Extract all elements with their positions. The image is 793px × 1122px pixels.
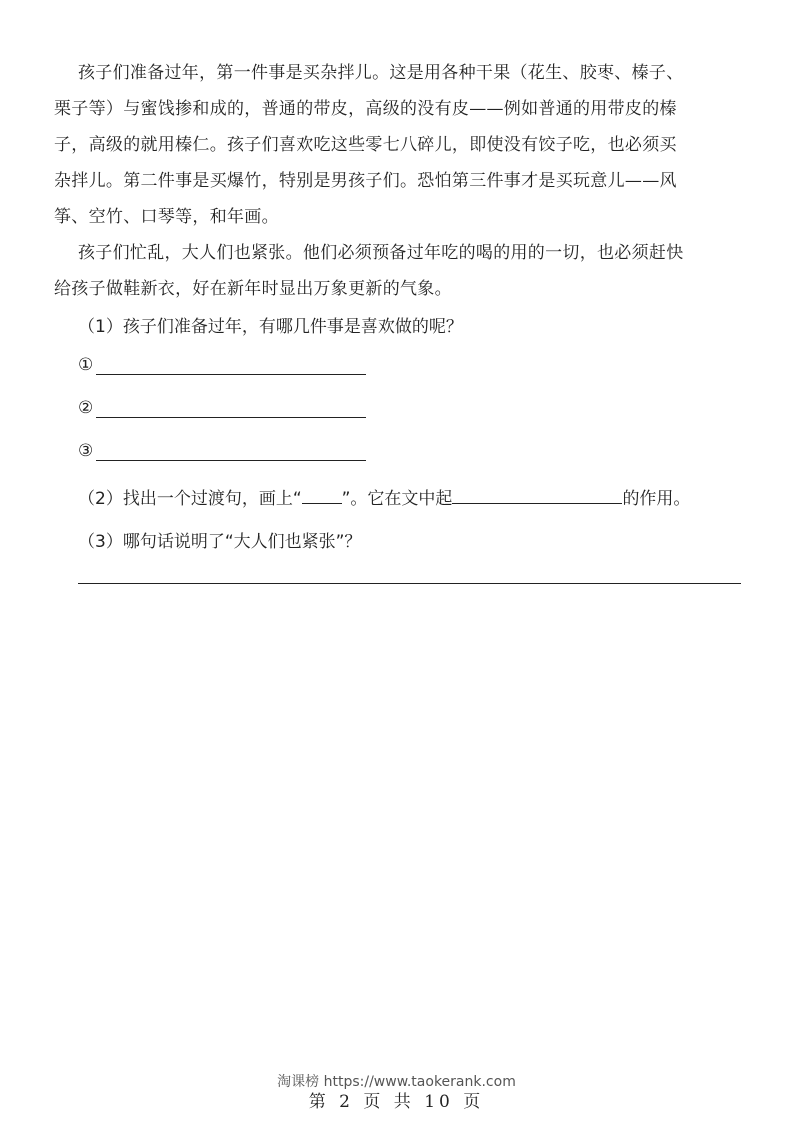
function-answer-blank[interactable]: [452, 489, 622, 504]
question-2-text-end: 的作用。: [622, 489, 691, 509]
passage-line: 给孩子做鞋新衣，好在新年时显出万象更新的气象。: [54, 279, 452, 299]
answer-blank-2[interactable]: [96, 401, 366, 418]
site-watermark: 淘课榜 https://www.taokerank.com: [277, 1074, 516, 1090]
passage-line: 杂拌儿。第二件事是买爆竹，特别是男孩子们。恐怕第三件事才是买玩意儿——风: [54, 171, 677, 191]
answer-row-3: [78, 441, 366, 461]
question-3: （3）哪句话说明了“大人们也紧张”？: [78, 532, 362, 552]
answer-blank-3[interactable]: [96, 444, 366, 461]
page-number: 第 2 页 共 10 页: [308, 1092, 485, 1112]
answer-marker: ③: [78, 441, 94, 461]
passage-line: 子，高级的就用榛仁。孩子们喜欢吃这些零七八碎儿，即使没有饺子吃，也必须买: [54, 135, 677, 155]
passage-paragraph-2: [54, 235, 748, 307]
passage-line: 筝、空竹、口琴等，和年画。: [54, 207, 279, 227]
passage-line: 栗子等）与蜜饯掺和成的，普通的带皮，高级的没有皮——例如普通的用带皮的榛: [54, 99, 677, 119]
passage-line: 孩子们忙乱，大人们也紧张。他们必须预备过年吃的喝的用的一切，也必须赶快: [78, 243, 684, 263]
passage-line: 孩子们准备过年，第一件事是买杂拌儿。这是用各种干果（花生、胶枣、榛子、: [78, 63, 684, 83]
answer-blank-1[interactable]: [96, 358, 366, 375]
answer-row-1: [78, 355, 366, 375]
answer-marker: ②: [78, 398, 94, 418]
question-1: （1）孩子们准备过年，有哪几件事是喜欢做的呢？: [78, 317, 463, 337]
answer-marker: ①: [78, 355, 94, 375]
passage-paragraph-1: [54, 55, 748, 235]
question-2: [78, 484, 690, 509]
answer-row-2: [78, 398, 366, 418]
mark-symbol-blank: [302, 489, 342, 504]
question-3-answer-line[interactable]: [78, 583, 741, 584]
question-2-text-start: （2）找出一个过渡句，画上“: [78, 489, 302, 509]
question-2-text-middle: ”。它在文中起: [341, 489, 453, 509]
reading-passage: [54, 55, 748, 307]
